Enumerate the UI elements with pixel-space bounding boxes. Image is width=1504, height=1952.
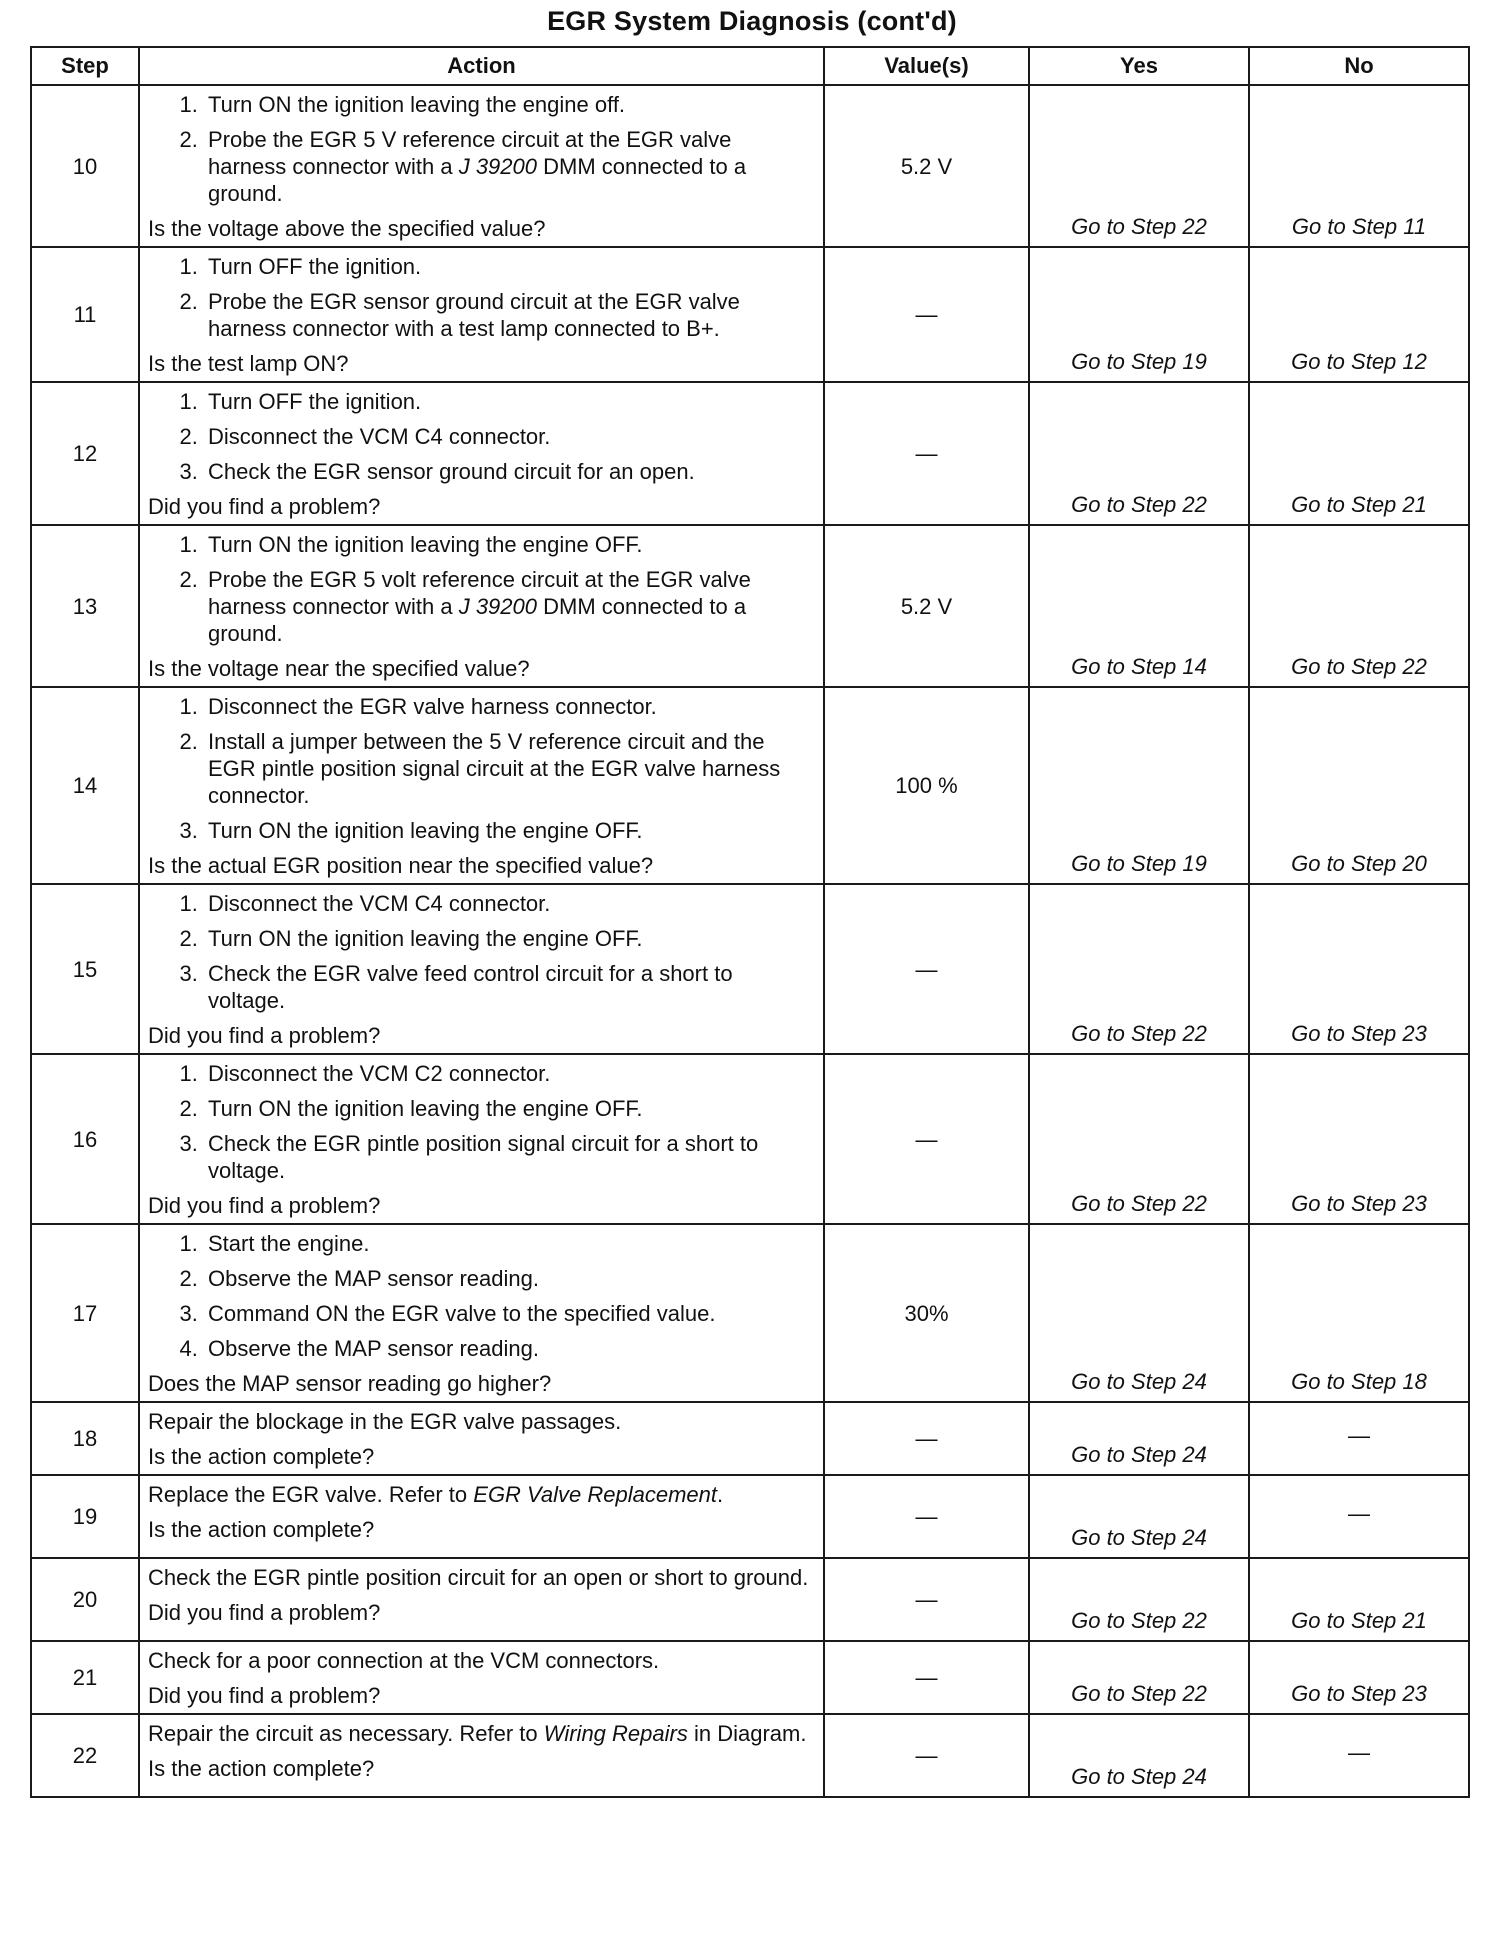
- action-cell: [139, 687, 824, 884]
- step-list: [148, 531, 813, 647]
- no-cell: —: [1249, 1714, 1469, 1797]
- step-number: 18: [31, 1402, 139, 1475]
- action-cell: [139, 382, 824, 525]
- table-row: [31, 1558, 1469, 1641]
- table-row: [31, 1714, 1469, 1797]
- action-text: [148, 1720, 813, 1747]
- question: Is the action complete?: [148, 1517, 375, 1542]
- action-cell: [139, 1054, 824, 1224]
- no-cell: Go to Step 21: [1249, 382, 1469, 525]
- step-instruction: 1. Turn OFF the ignition.: [204, 388, 813, 415]
- step-instruction: 3. Check the EGR sensor ground circuit for an open.: [204, 458, 813, 485]
- action-cell: [139, 1714, 824, 1797]
- step-number: 10: [31, 85, 139, 247]
- step-instruction: 2. Probe the EGR sensor ground circuit at the EGR valve harness connector with a test lamp connected to B+.: [204, 288, 813, 342]
- question: Did you find a problem?: [148, 1193, 381, 1218]
- yes-cell: Go to Step 22: [1029, 85, 1249, 247]
- step-instruction: 2. Observe the MAP sensor reading.: [204, 1265, 813, 1292]
- step-instruction: 2. Probe the EGR 5 volt reference circuit at the EGR valve harness connector with a J 39200 DMM connected to a ground.: [204, 566, 813, 647]
- table-row: [31, 884, 1469, 1054]
- yes-cell: Go to Step 22: [1029, 382, 1249, 525]
- table-row: [31, 85, 1469, 247]
- action-text-pre: Repair the circuit as necessary. Refer to: [148, 1721, 544, 1746]
- page-title: EGR System Diagnosis (cont'd): [547, 6, 957, 36]
- step-number: 14: [31, 687, 139, 884]
- header-row: [31, 47, 1469, 85]
- value-cell: —: [824, 1402, 1029, 1475]
- value-cell: 100 %: [824, 687, 1029, 884]
- step-instruction: 2. Turn ON the ignition leaving the engine OFF.: [204, 1095, 813, 1122]
- action-cell: [139, 85, 824, 247]
- value-cell: —: [824, 1558, 1029, 1641]
- value-cell: 30%: [824, 1224, 1029, 1402]
- table-body: [31, 85, 1469, 1797]
- step-instruction: 2. Turn ON the ignition leaving the engine OFF.: [204, 925, 813, 952]
- step-list: [148, 693, 813, 844]
- table-row: [31, 382, 1469, 525]
- step-instruction: 3. Command ON the EGR valve to the specified value.: [204, 1300, 813, 1327]
- step-number: 21: [31, 1641, 139, 1714]
- yes-cell: Go to Step 22: [1029, 1558, 1249, 1641]
- step-instruction: 1. Disconnect the VCM C2 connector.: [204, 1060, 813, 1087]
- step-instruction: 3. Check the EGR valve feed control circuit for a short to voltage.: [204, 960, 813, 1014]
- value-cell: —: [824, 884, 1029, 1054]
- question: Is the voltage near the specified value?: [148, 656, 530, 681]
- header-yes: Yes: [1029, 47, 1249, 85]
- no-cell: —: [1249, 1402, 1469, 1475]
- no-cell: Go to Step 18: [1249, 1224, 1469, 1402]
- yes-cell: Go to Step 22: [1029, 884, 1249, 1054]
- step-number: 19: [31, 1475, 139, 1558]
- value-cell: —: [824, 247, 1029, 382]
- question: Is the action complete?: [148, 1444, 375, 1469]
- yes-cell: Go to Step 22: [1029, 1641, 1249, 1714]
- step-list: [148, 890, 813, 1014]
- tool-reference: J 39200: [458, 154, 537, 179]
- question: Did you find a problem?: [148, 1023, 381, 1048]
- step-list: [148, 91, 813, 207]
- question: Did you find a problem?: [148, 1600, 381, 1625]
- step-number: 12: [31, 382, 139, 525]
- action-cell: [139, 1558, 824, 1641]
- step-list: [148, 1230, 813, 1362]
- header-values: Value(s): [824, 47, 1029, 85]
- yes-cell: Go to Step 24: [1029, 1402, 1249, 1475]
- action-text: Check for a poor connection at the VCM connectors.: [148, 1648, 660, 1673]
- action-cell: [139, 1224, 824, 1402]
- step-instruction: 1. Turn OFF the ignition.: [204, 253, 813, 280]
- question: Is the voltage above the specified value?: [148, 216, 546, 241]
- yes-cell: Go to Step 14: [1029, 525, 1249, 687]
- question: Does the MAP sensor reading go higher?: [148, 1371, 552, 1396]
- step-instruction: 1. Start the engine.: [204, 1230, 813, 1257]
- action-cell: [139, 1641, 824, 1714]
- no-cell: Go to Step 23: [1249, 1641, 1469, 1714]
- step-instruction: 1. Disconnect the EGR valve harness connector.: [204, 693, 813, 720]
- yes-cell: Go to Step 24: [1029, 1224, 1249, 1402]
- table-row: [31, 1641, 1469, 1714]
- question: Did you find a problem?: [148, 494, 381, 519]
- action-cell: [139, 884, 824, 1054]
- table-row: [31, 1475, 1469, 1558]
- value-cell: 5.2 V: [824, 525, 1029, 687]
- value-cell: —: [824, 382, 1029, 525]
- step-number: 16: [31, 1054, 139, 1224]
- no-cell: Go to Step 20: [1249, 687, 1469, 884]
- value-cell: —: [824, 1475, 1029, 1558]
- step-instruction: 4. Observe the MAP sensor reading.: [204, 1335, 813, 1362]
- value-cell: —: [824, 1054, 1029, 1224]
- reference-link: EGR Valve Replacement: [473, 1482, 718, 1507]
- question: Did you find a problem?: [148, 1683, 381, 1708]
- question: Is the actual EGR position near the specified value?: [148, 853, 654, 878]
- yes-cell: Go to Step 19: [1029, 247, 1249, 382]
- action-text: [148, 1481, 813, 1508]
- step-number: 15: [31, 884, 139, 1054]
- action-text-pre: Replace the EGR valve. Refer to: [148, 1482, 474, 1507]
- action-cell: [139, 525, 824, 687]
- tool-reference: J 39200: [458, 594, 537, 619]
- step-instruction: 2. Install a jumper between the 5 V reference circuit and the EGR pintle position signal circuit at the EGR valve harness connector.: [204, 728, 813, 809]
- action-text: Check the EGR pintle position circuit for an open or short to ground.: [148, 1565, 809, 1590]
- header-action: Action: [139, 47, 824, 85]
- yes-cell: Go to Step 22: [1029, 1054, 1249, 1224]
- step-instruction: 1. Turn ON the ignition leaving the engine OFF.: [204, 531, 813, 558]
- yes-cell: Go to Step 24: [1029, 1475, 1249, 1558]
- step-number: 11: [31, 247, 139, 382]
- table-row: [31, 525, 1469, 687]
- step-list: [148, 388, 813, 485]
- step-number: 13: [31, 525, 139, 687]
- action-cell: [139, 1402, 824, 1475]
- yes-cell: Go to Step 19: [1029, 687, 1249, 884]
- step-instruction: 3. Turn ON the ignition leaving the engine OFF.: [204, 817, 813, 844]
- no-cell: Go to Step 21: [1249, 1558, 1469, 1641]
- step-instruction: 1. Disconnect the VCM C4 connector.: [204, 890, 813, 917]
- step-list: [148, 253, 813, 342]
- question: Is the action complete?: [148, 1756, 375, 1781]
- no-cell: —: [1249, 1475, 1469, 1558]
- header-no: No: [1249, 47, 1469, 85]
- no-cell: Go to Step 22: [1249, 525, 1469, 687]
- step-instruction: 2. Probe the EGR 5 V reference circuit at the EGR valve harness connector with a J 39200 DMM connected to a ground.: [204, 126, 813, 207]
- action-cell: [139, 247, 824, 382]
- value-cell: 5.2 V: [824, 85, 1029, 247]
- action-text-post: in Diagram.: [687, 1721, 807, 1746]
- step-instruction: 3. Check the EGR pintle position signal circuit for a short to voltage.: [204, 1130, 813, 1184]
- action-text: Repair the blockage in the EGR valve passages.: [148, 1409, 622, 1434]
- step-number: 20: [31, 1558, 139, 1641]
- no-cell: Go to Step 11: [1249, 85, 1469, 247]
- table-row: [31, 247, 1469, 382]
- step-list: [148, 1060, 813, 1184]
- no-cell: Go to Step 23: [1249, 884, 1469, 1054]
- step-number: 22: [31, 1714, 139, 1797]
- yes-cell: Go to Step 24: [1029, 1714, 1249, 1797]
- question: Is the test lamp ON?: [148, 351, 349, 376]
- step-instruction: 1. Turn ON the ignition leaving the engine off.: [204, 91, 813, 118]
- table-row: [31, 1224, 1469, 1402]
- no-cell: Go to Step 23: [1249, 1054, 1469, 1224]
- diagnosis-table: [30, 46, 1470, 1798]
- action-text-post: .: [717, 1482, 724, 1507]
- step-number: 17: [31, 1224, 139, 1402]
- table-row: [31, 1054, 1469, 1224]
- value-cell: —: [824, 1714, 1029, 1797]
- step-instruction: 2. Disconnect the VCM C4 connector.: [204, 423, 813, 450]
- no-cell: Go to Step 12: [1249, 247, 1469, 382]
- header-step: Step: [31, 47, 139, 85]
- action-cell: [139, 1475, 824, 1558]
- reference-link: Wiring Repairs: [543, 1721, 688, 1746]
- table-row: [31, 687, 1469, 884]
- table-row: [31, 1402, 1469, 1475]
- value-cell: —: [824, 1641, 1029, 1714]
